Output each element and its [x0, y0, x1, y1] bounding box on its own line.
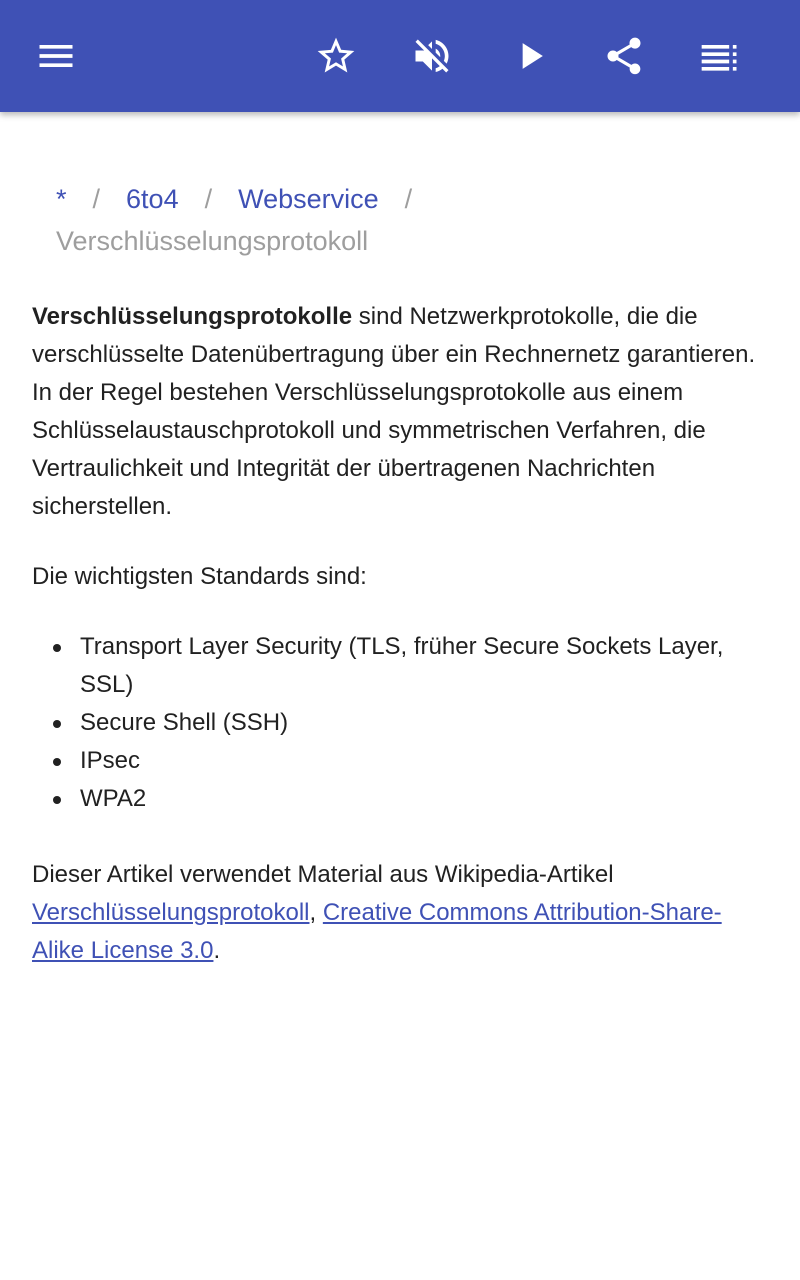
list-item: Secure Shell (SSH): [80, 704, 772, 742]
attribution-comma: ,: [309, 899, 323, 926]
play-button[interactable]: [502, 28, 558, 84]
list-item: IPsec: [80, 742, 772, 780]
list-item: Transport Layer Security (TLS, früher Secure Sockets Layer, SSL): [80, 628, 772, 704]
wikipedia-article-link[interactable]: Verschlüsselungsprotokoll: [32, 899, 310, 926]
attribution: [32, 856, 772, 970]
intro-text: sind Netzwerkprotokolle, die die verschlüsselte Datenübertragung über ein Rechnernetz garantieren. In der Regel bestehen Verschlüsselungsprotokolle aus einem Schlüsselaustauschprotokoll und symmetrischen Verfahren, die Vertraulichkeit und Integrität der übertragenen Nachrichten sicherstellen.: [32, 303, 756, 520]
playlist-icon: [698, 34, 742, 78]
attribution-prefix: Dieser Artikel verwendet Material aus Wikipedia-Artikel: [32, 861, 614, 888]
list-item: WPA2: [80, 780, 772, 818]
share-icon: [602, 34, 646, 78]
favorite-button[interactable]: [308, 28, 364, 84]
breadcrumb-current: Verschlüsselungsprotokoll: [56, 226, 369, 256]
breadcrumb: [56, 178, 756, 262]
mute-button[interactable]: [404, 28, 460, 84]
share-button[interactable]: [596, 28, 652, 84]
standards-list: [32, 628, 772, 818]
intro-paragraph: [32, 298, 772, 526]
breadcrumb-item-root[interactable]: *: [56, 184, 67, 214]
breadcrumb-separator: /: [92, 184, 101, 214]
standards-intro: Die wichtigsten Standards sind:: [32, 563, 367, 590]
playlist-button[interactable]: [692, 28, 748, 84]
license-link[interactable]: Creative Commons Attribution-Share-Alike License 3.0: [32, 899, 722, 964]
volume-off-icon: [410, 34, 454, 78]
menu-icon: [34, 34, 78, 78]
play-icon: [508, 34, 552, 78]
breadcrumb-item-6to4[interactable]: 6to4: [126, 184, 179, 214]
app-bar: [0, 0, 800, 112]
breadcrumb-item-webservice[interactable]: Webservice: [238, 184, 379, 214]
breadcrumb-separator: /: [404, 184, 413, 214]
attribution-suffix: .: [213, 937, 221, 964]
menu-button[interactable]: [28, 28, 84, 84]
star-outline-icon: [314, 34, 358, 78]
article-body: [32, 298, 772, 970]
breadcrumb-separator: /: [204, 184, 213, 214]
intro-term: Verschlüsselungsprotokolle: [32, 303, 353, 330]
